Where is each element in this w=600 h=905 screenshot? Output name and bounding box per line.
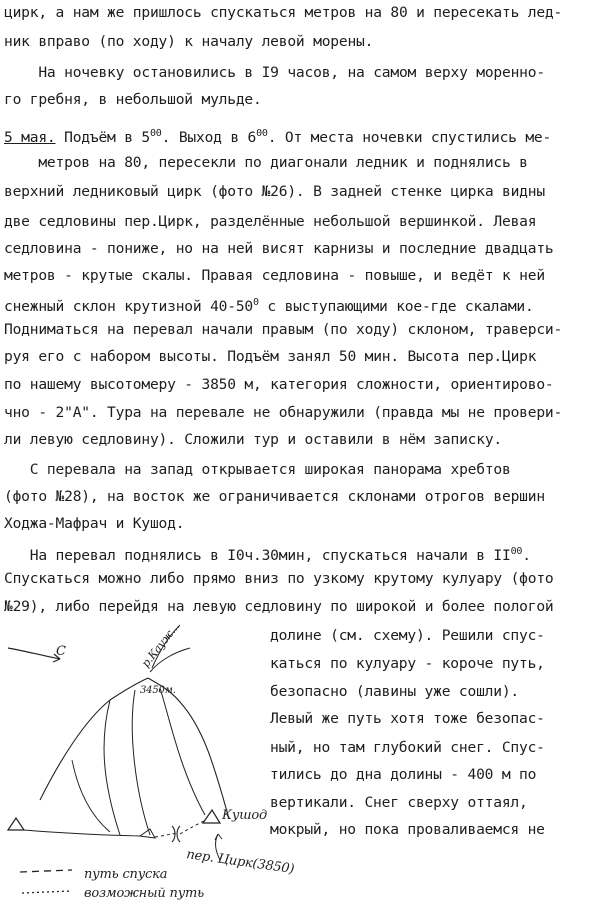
legend-descent-line <box>20 870 72 872</box>
text-line: чно - 2"А". Тура на перевале не обнаружили (правда мы не провери- <box>4 404 563 421</box>
date-label: 5 мая. <box>4 129 56 146</box>
altitude-label: 3450м. <box>140 685 176 696</box>
text-line: ли левую седловину). Сложили тур и оставили в нём записку. <box>4 431 502 448</box>
text-line: го гребня, в небольшой мульде. <box>4 91 262 108</box>
legend-possible-line <box>22 891 72 893</box>
text-line: снежный склон крутизной $40-50^0$ с выступающими кое-где скалами. <box>4 297 534 315</box>
text-line: Ходжа-Мафрач и Кушод. <box>4 515 185 532</box>
legend-possible-label: возможный путь <box>84 886 205 901</box>
legend-descent-label: путь спуска <box>84 867 168 882</box>
summit-marker-left <box>8 818 24 830</box>
right-column-line: Левый же путь хотя тоже безопас- <box>270 710 545 727</box>
text-line: цирк, а нам же пришлось спускаться метров на 80 и пересекать лед- <box>4 4 563 21</box>
text-line: Спускаться можно либо прямо вниз по узкому крутому кулуару (фото <box>4 570 554 587</box>
text-line: метров - крутые скалы. Правая седловина - повыше, и ведёт к ней <box>4 267 545 284</box>
text-line: На ночевку остановились в I9 часов, на самом верху моренно- <box>4 64 545 81</box>
pass-label: пер. Цирк(3850) <box>185 847 296 878</box>
peak-triangle-icon <box>203 810 220 823</box>
text-line: С перевала на запад открывается широкая панорама хребтов <box>4 461 511 478</box>
north-label: С <box>56 644 66 659</box>
right-column-line: долине (см. схему). Решили спус- <box>270 627 545 644</box>
text-line: метров на 80, пересекли по диагонали ледник и поднялись в <box>4 154 528 171</box>
right-column-line: безопасно (лавины уже сошли). <box>270 683 519 700</box>
text-line: верхний ледниковый цирк (фото №26). В задней стенке цирка видны <box>4 183 545 200</box>
text-line: №29), либо перейдя на левую седловину по широкой и более пологой <box>4 598 554 615</box>
text-line: ник вправо (по ходу) к началу левой морены. <box>4 33 374 50</box>
right-column-line: вертикали. Снег сверху оттаял, <box>270 794 528 811</box>
river-label: р.Кауж... <box>139 619 183 670</box>
text-line: по нашему высотомеру - 3850 м, категория сложности, ориентирово- <box>4 376 554 393</box>
right-column-line: каться по кулуару - короче путь, <box>270 655 545 672</box>
text-line: Подниматься на перевал начали правым (по ходу) склоном, траверси- <box>4 321 563 338</box>
right-column-line: тились до дна долины - 400 м по <box>270 766 537 783</box>
right-column-line: мокрый, но пока проваливаемся не <box>270 821 545 838</box>
right-column-line: ный, но там глубокий снег. Спус- <box>270 739 545 756</box>
north-arrow <box>8 648 60 659</box>
text-line: На перевал поднялись в I0ч.30мин, спускаться начали в II$^{00}$. <box>4 546 531 564</box>
text-line: две седловины пер.Цирк, разделённые небольшой вершинкой. Левая <box>4 213 537 230</box>
text-line: руя его с набором высоты. Подъём занял 50 мин. Высота пер.Цирк <box>4 348 537 365</box>
text-line: (фото №28), на восток же ограничивается склонами отрогов вершин <box>4 488 545 505</box>
peak-label: Кушод <box>222 808 267 823</box>
text-line-date: 5 мая. Подъём в $5^{00}$. Выход в $6^{00}$. От места ночевки спустились ме- <box>4 128 552 146</box>
text-line: седловина - пониже, но на ней висят карнизы и последние двадцать <box>4 240 554 257</box>
